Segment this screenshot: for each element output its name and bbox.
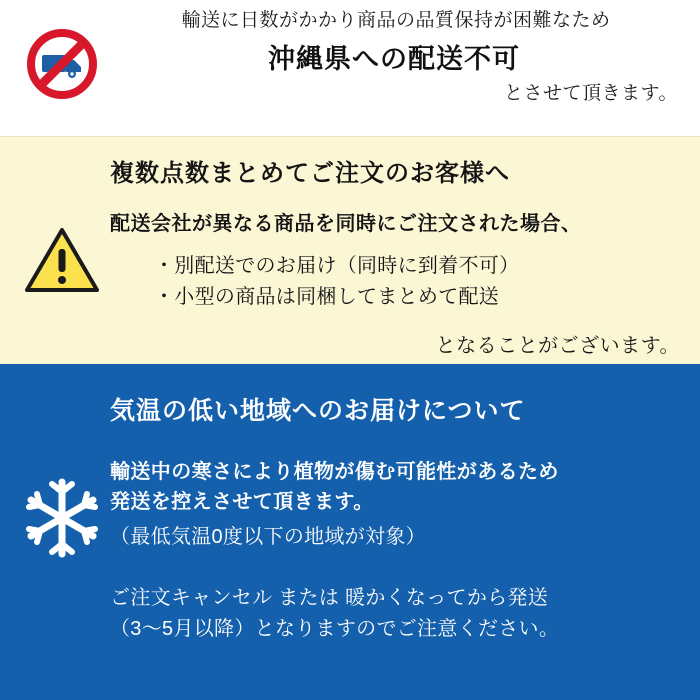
cold-region-note: （最低気温0度以下の地域が対象） bbox=[110, 526, 426, 549]
cold-region-text-column bbox=[110, 378, 686, 645]
okinawa-closing-text: とさせて頂きます。 bbox=[504, 83, 678, 105]
okinawa-notice-section bbox=[0, 0, 700, 136]
cold-region-paragraph1 bbox=[110, 457, 680, 517]
cold-region-paragraph2-line1: ご注文キャンセル または 暖かくなってから発送 bbox=[110, 587, 549, 610]
okinawa-icon-column bbox=[14, 10, 110, 100]
multiple-items-section bbox=[0, 136, 700, 364]
no-truck-icon bbox=[26, 28, 98, 100]
multiple-items-subtext: 配送会社が異なる商品を同時にご注文された場合、 bbox=[110, 213, 582, 235]
multiple-items-bullet-list bbox=[110, 251, 680, 313]
multiple-items-icon-column bbox=[14, 151, 110, 293]
warning-triangle-icon bbox=[25, 227, 99, 293]
cold-region-headline: 気温の低い地域へのお届けについて bbox=[110, 397, 526, 425]
okinawa-headline: 沖縄県への配送不可 bbox=[268, 43, 520, 74]
multiple-items-headline: 複数点数まとめてご注文のお客様へ bbox=[110, 160, 510, 187]
okinawa-reason-text: 輸送に日数がかかり商品の品質保持が困難なため bbox=[181, 10, 611, 31]
okinawa-text-column bbox=[110, 10, 686, 106]
snowflake-icon bbox=[20, 476, 104, 560]
cold-region-section bbox=[0, 364, 700, 700]
list-item: ・小型の商品は同梱してまとめて配送 bbox=[154, 286, 500, 308]
multiple-items-footer: となることがございます。 bbox=[435, 335, 680, 357]
cold-region-icon-column bbox=[14, 378, 110, 560]
cold-region-paragraph2 bbox=[110, 583, 680, 645]
cold-region-paragraph1-line1: 輸送中の寒さにより植物が傷む可能性があるため bbox=[110, 461, 559, 484]
cold-region-paragraph2-line2: （3〜5月以降）となりますのでご注意ください。 bbox=[110, 618, 560, 641]
list-item: ・別配送でのお届け（同時に到着不可） bbox=[154, 255, 520, 277]
cold-region-paragraph1-line2: 発送を控えさせて頂きます。 bbox=[110, 491, 374, 514]
multiple-items-text-column bbox=[110, 151, 686, 358]
